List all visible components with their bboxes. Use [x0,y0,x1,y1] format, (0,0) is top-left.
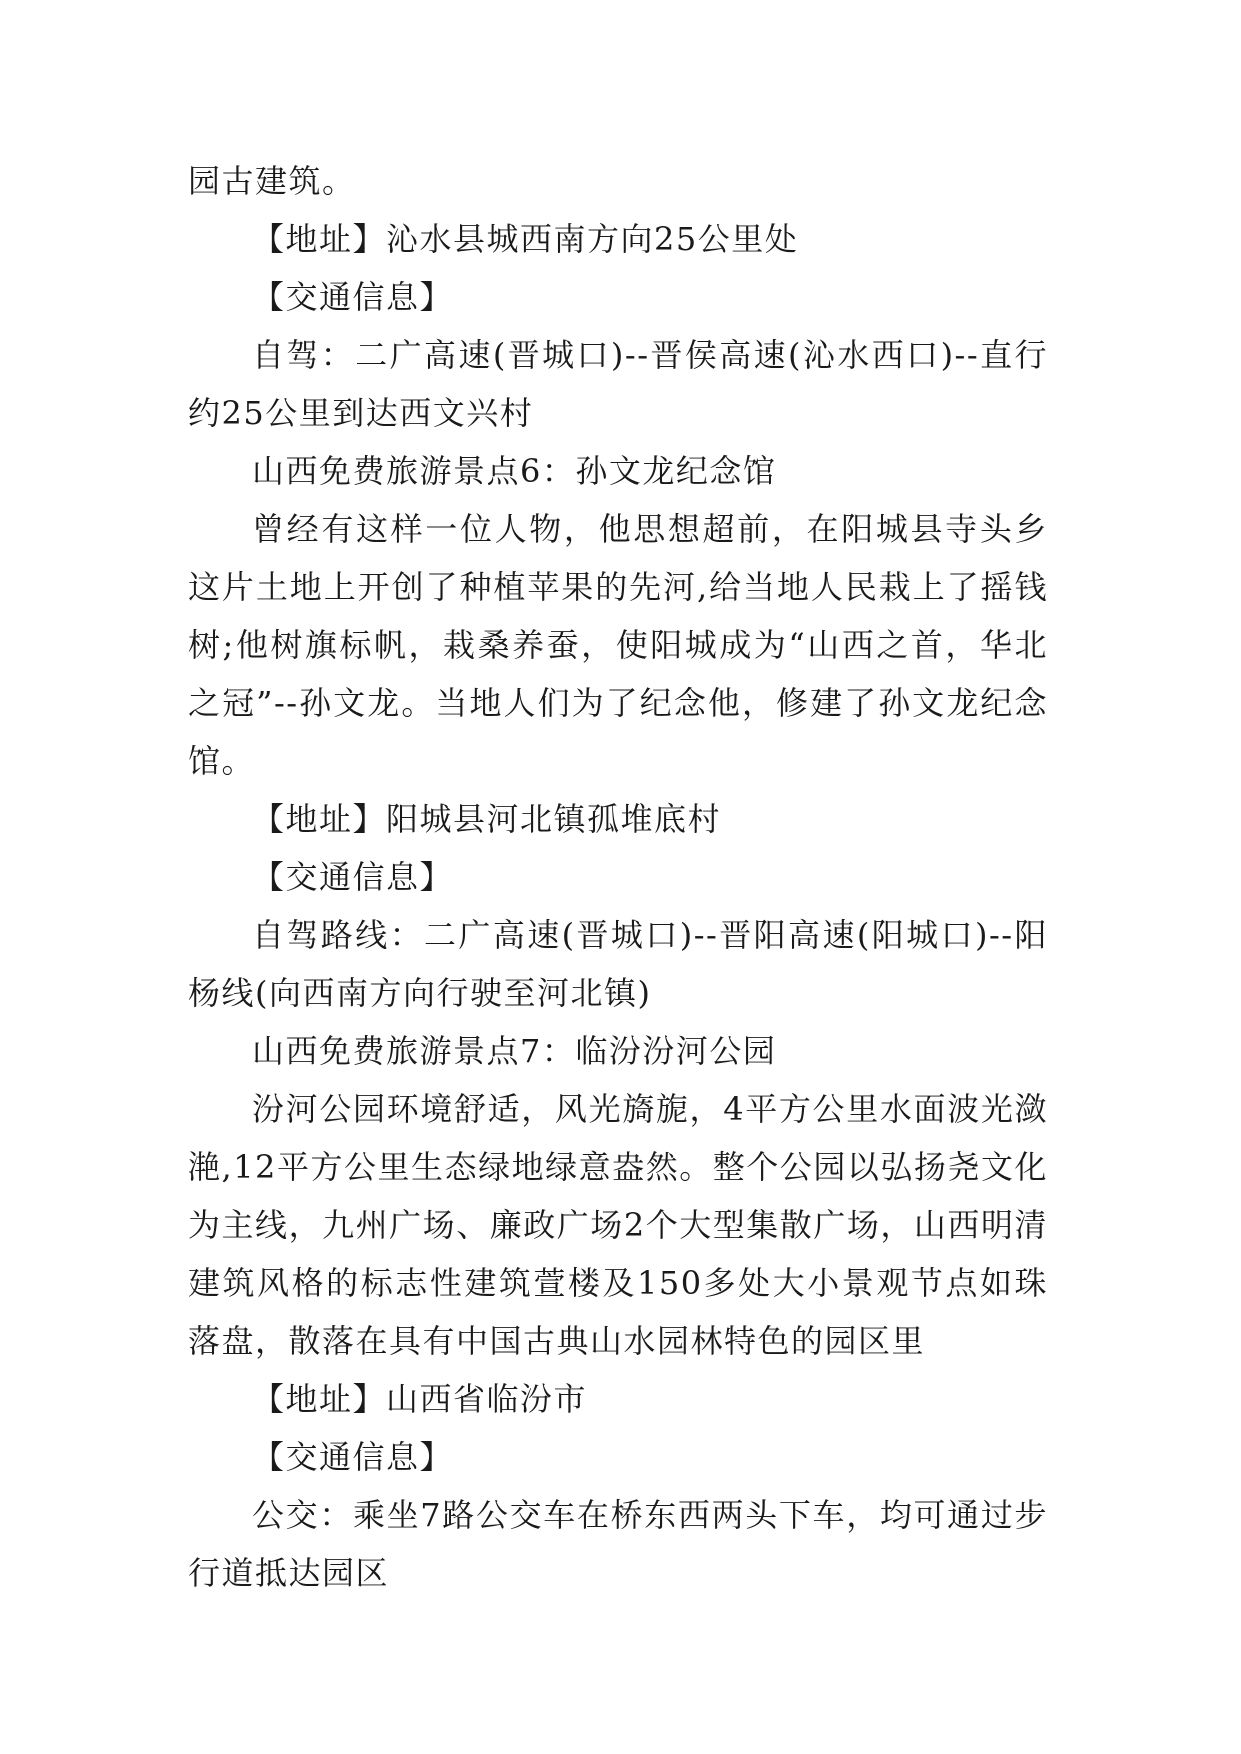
document-body [188,152,1048,1602]
paragraph-continuation: 园古建筑。 [188,162,356,200]
paragraph-transport-1: 自驾：二广高速(晋城口)--晋侯高速(沁水西口)--直行约25公里到达西文兴村 [188,336,1048,432]
paragraph-address-6: 【地址】阳城县河北镇孤堆底村 [252,800,722,838]
section-heading-6: 山西免费旅游景点6：孙文龙纪念馆 [252,452,777,490]
paragraph-description-6: 曾经有这样一位人物，他思想超前，在阳城县寺头乡这片土地上开创了种植苹果的先河,给当地人民栽上了摇钱树;他树旗标帆，栽桑养蚕，使阳城成为“山西之首，华北之冠”--孙文龙。当地人们为了纪念他，修建了孙文龙纪念馆。 [188,510,1048,780]
paragraph-transport-6: 自驾路线：二广高速(晋城口)--晋阳高速(阳城口)--阳杨线(向西南方向行驶至河北镇) [188,916,1048,1012]
paragraph-transport-heading-6: 【交通信息】 [252,858,454,896]
paragraph-transport-heading-7: 【交通信息】 [252,1438,454,1476]
paragraph-address-1: 【地址】沁水县城西南方向25公里处 [252,220,799,258]
paragraph-description-7: 汾河公园环境舒适，风光旖旎，4平方公里水面波光潋滟,12平方公里生态绿地绿意盎然。整个公园以弘扬尧文化为主线，九州广场、廉政广场2个大型集散广场，山西明清建筑风格的标志性建筑萱楼及150多处大小景观节点如珠落盘，散落在具有中国古典山水园林特色的园区里 [188,1090,1048,1360]
paragraph-transport-7: 公交：乘坐7路公交车在桥东西两头下车，均可通过步行道抵达园区 [188,1496,1048,1592]
paragraph-address-7: 【地址】山西省临汾市 [252,1380,588,1418]
section-heading-7: 山西免费旅游景点7：临汾汾河公园 [252,1032,777,1070]
paragraph-transport-heading-1: 【交通信息】 [252,278,454,316]
